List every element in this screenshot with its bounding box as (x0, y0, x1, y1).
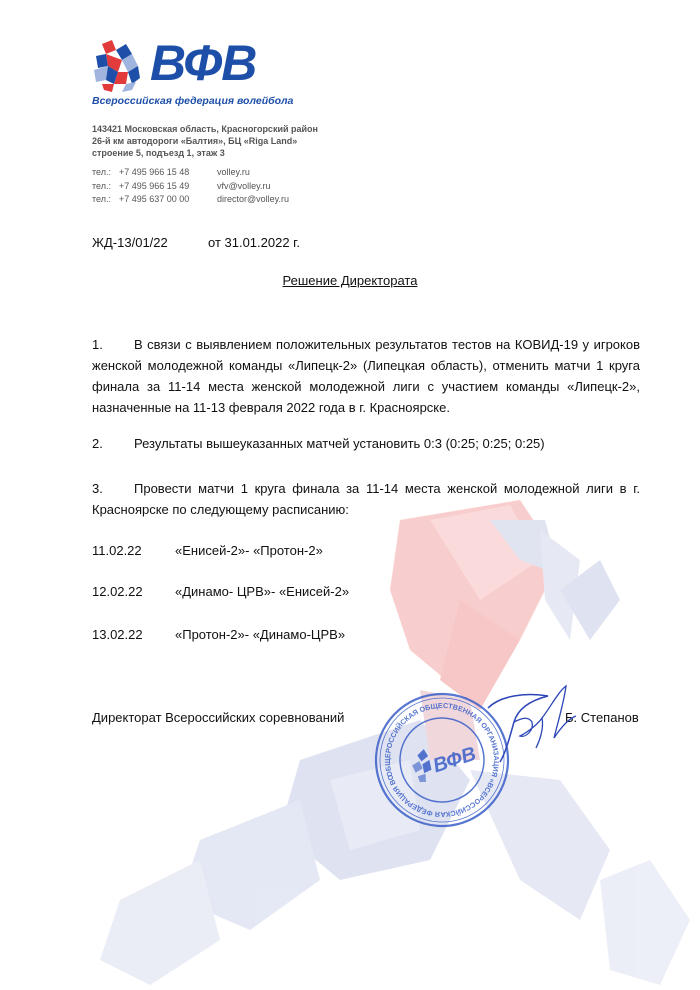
document-number: ЖД-13/01/22 (92, 235, 168, 250)
phone-label: тел.: (92, 167, 111, 177)
email-link[interactable]: vfv@volley.ru (217, 180, 271, 191)
decision-item (92, 478, 640, 520)
logo-mosaic-icon (92, 40, 144, 92)
item-text: Результаты вышеуказанных матчей установить 0:3 (0:25; 0:25; 0:25) (134, 436, 545, 451)
contact-row (92, 180, 289, 194)
item-number: 1. (92, 337, 103, 352)
item-number: 3. (92, 481, 103, 496)
stamp-ring-text: ОБЩЕРОССИЙСКАЯ ОБЩЕСТВЕННАЯ ОРГАНИЗАЦИЯ «ВСЕРОССИЙСКАЯ ФЕДЕРАЦИЯ ВОЛЕЙБОЛА» (382, 700, 502, 820)
email-link[interactable]: director@volley.ru (217, 194, 289, 204)
phone-number: +7 495 966 15 49 (119, 180, 190, 191)
item-number: 2. (92, 436, 103, 451)
match-date: 13.02.22 (92, 627, 143, 642)
address-line: 26-й км автодороги «Балтия», БЦ «Riga Land» (92, 136, 298, 146)
phone-number: +7 495 637 00 00 (119, 194, 190, 204)
address-block (92, 123, 318, 159)
match-teams: «Динамо- ЦРВ»- «Енисей-2» (175, 584, 350, 599)
document-title: Решение Директората (282, 273, 418, 288)
decision-item (92, 433, 640, 454)
item-text: В связи с выявлением положительных результатов тестов на КОВИД-19 у игроков женской молодежной команды «Липецк-2» (Липецкая область), отменить матчи 1 круга финала за 11-14 места женской молодежной лиги с участием команды «Липецк-2», назначенные на 11-13 февраля 2022 года в г. Красноярске. (92, 337, 640, 415)
phone-label: тел.: (92, 194, 111, 204)
phone-label: тел.: (92, 180, 111, 191)
stamp-center-text: ВФВ (430, 742, 479, 778)
phone-number: +7 495 966 15 48 (119, 167, 190, 177)
address-line: 143421 Московская область, Красногорский район (92, 124, 318, 134)
contact-row (92, 193, 289, 207)
signatory-organization: Директорат Всероссийских соревнований (92, 710, 345, 725)
contacts-block (92, 166, 289, 207)
match-teams: «Протон-2»- «Динамо-ЦРВ» (175, 627, 346, 642)
vfv-logo (92, 35, 294, 110)
handwritten-signature (470, 678, 580, 768)
contact-row (92, 166, 289, 180)
logo-brand: ВФВ (150, 35, 257, 91)
document-reference (92, 232, 300, 253)
signatory-name: Б. Степанов (565, 710, 639, 725)
match-date: 12.02.22 (92, 584, 143, 599)
address-line: строение 5, подъезд 1, этаж 3 (92, 148, 225, 158)
match-teams: «Енисей-2»- «Протон-2» (175, 543, 323, 558)
website-link[interactable]: volley.ru (217, 167, 250, 177)
match-date: 11.02.22 (92, 543, 142, 558)
document-date: от 31.01.2022 г. (208, 235, 300, 250)
logo-subtitle: Всероссийская федерация волейбола (92, 95, 294, 107)
decision-item (92, 334, 640, 418)
item-text: Провести матчи 1 круга финала за 11-14 места женской молодежной лиги в г. Красноярске по следующему расписанию: (92, 481, 640, 517)
